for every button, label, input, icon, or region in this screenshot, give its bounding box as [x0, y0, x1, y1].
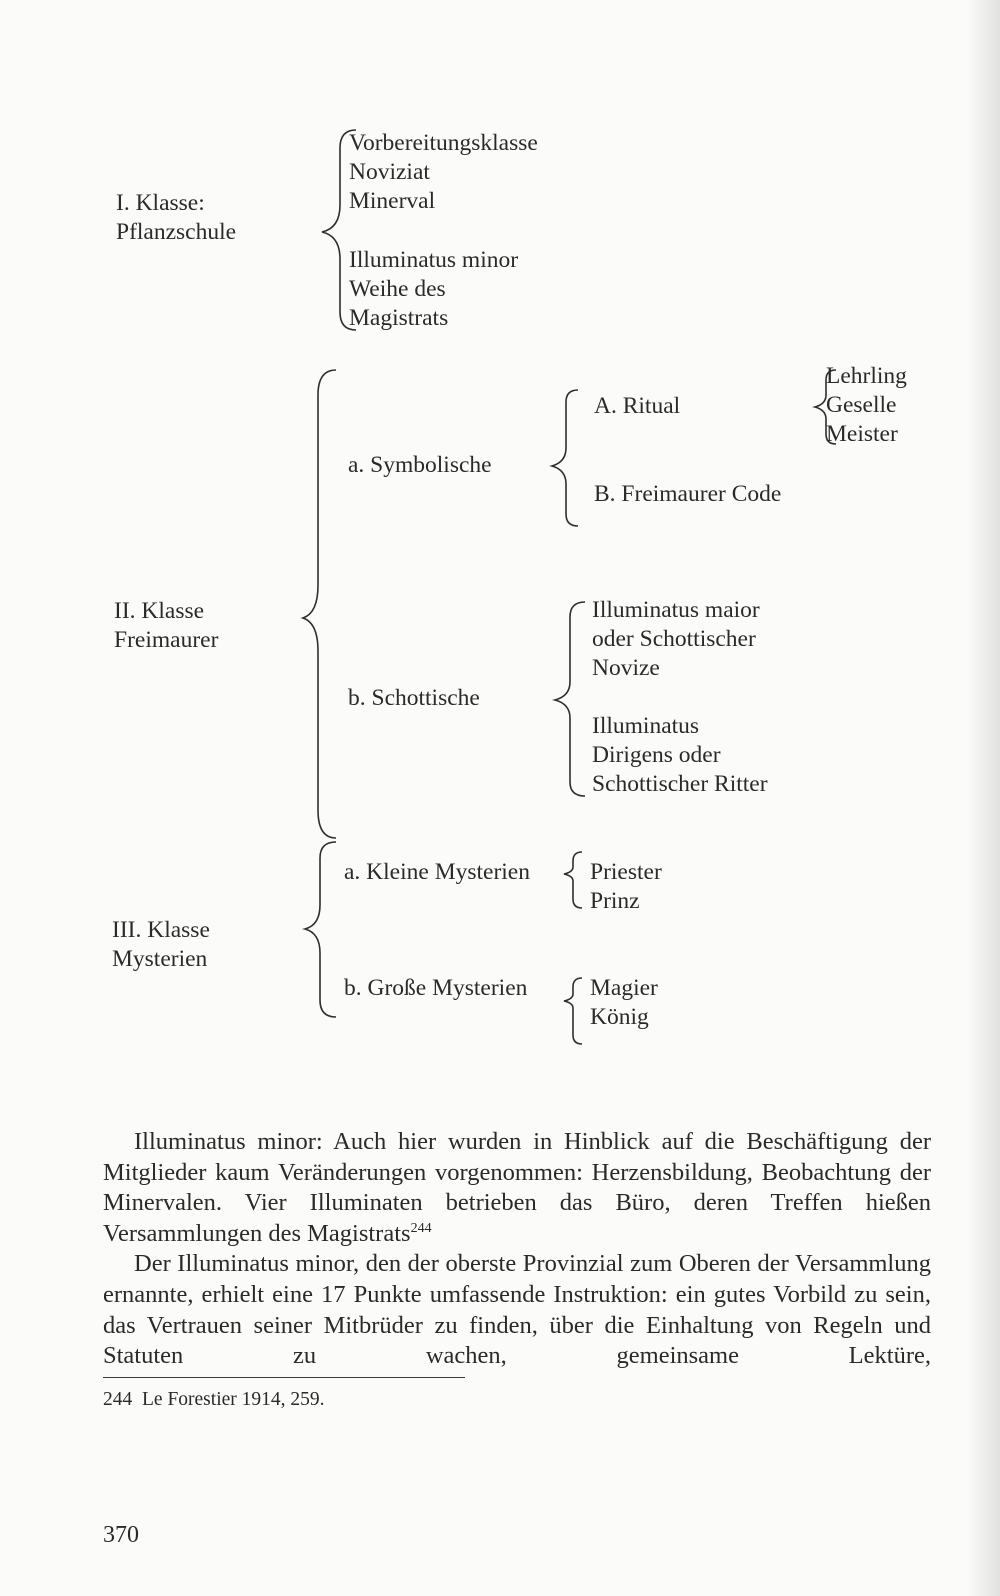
grade-prinz: Prinz [590, 888, 640, 914]
grade-illuminatus-minor: Illuminatus minor [349, 247, 519, 273]
grade-schottischer-ritter: Schottischer Ritter [592, 771, 768, 797]
ritual-label: A. Ritual [594, 393, 681, 419]
footnote-reference-244[interactable]: 244 [410, 1220, 432, 1236]
brace-class2 [303, 370, 336, 838]
grade-magier: Magier [590, 975, 658, 1001]
class2-label-line1: II. Klasse [114, 598, 205, 624]
footnote-number: 244 [103, 1389, 133, 1410]
symbolische-label: a. Symbolische [348, 452, 492, 478]
grade-noviziat: Noviziat [349, 159, 430, 185]
brace-grosse [564, 978, 582, 1044]
freimaurer-code-label: B. Freimaurer Code [594, 481, 782, 507]
grade-minerval: Minerval [349, 188, 436, 214]
kleine-mysterien-label: a. Kleine Mysterien [344, 859, 530, 885]
footnote [103, 1389, 325, 1411]
grade-weihe-des: Weihe des [349, 276, 446, 302]
grosse-mysterien-label: b. Große Mysterien [344, 975, 528, 1001]
body-paragraph-1 [103, 1127, 931, 1249]
grade-geselle: Geselle [826, 392, 897, 418]
brace-kleine [564, 852, 582, 908]
body-paragraph-2: Der Illuminatus minor, den der oberste Provinzial zum Oberen der Versammlung ernannte, erhielt eine 17 Punkte umfassende Instruktion: ein gutes Vorbild zu sein, das Vertrauen seiner Mitbrüder zu finden, über die Einhaltung von Regeln und Statuten zu wachen, gemeinsame Lektüre, [103, 1250, 931, 1370]
grade-novize: Novize [592, 655, 660, 681]
body-text [103, 1127, 931, 1372]
paragraph-1-text: Illuminatus minor: Auch hier wurden in Hinblick auf die Beschäftigung der Mitglieder kaum Veränderungen vorgenommen: Herzensbildung, Beobachtung der Minervalen. Vier Illuminaten betrieben das Büro, deren Treffen hießen Versammlungen des Magistrats [103, 1128, 931, 1247]
page-number: 370 [103, 1522, 139, 1548]
class2-label-line2: Freimaurer [114, 627, 219, 653]
class3-label-line1: III. Klasse [112, 917, 210, 943]
brace-class3 [305, 842, 336, 1017]
class1-label-line1: I. Klasse: [116, 190, 205, 216]
footnote-rule [103, 1377, 465, 1378]
grade-illuminatus-maior: Illuminatus maior [592, 597, 760, 623]
footnote-text: Le Forestier 1914, 259. [142, 1389, 325, 1410]
grade-meister: Meister [826, 421, 898, 447]
class1-label-line2: Pflanzschule [116, 219, 237, 245]
schottische-label: b. Schottische [348, 685, 480, 711]
grade-illuminatus: Illuminatus [592, 713, 700, 739]
grade-dirigens-oder: Dirigens oder [592, 742, 721, 768]
grade-vorbereitungsklasse: Vorbereitungsklasse [349, 130, 538, 156]
grade-lehrling: Lehrling [826, 363, 907, 389]
grade-oder-schottischer: oder Schottischer [592, 626, 756, 652]
grade-koenig: König [590, 1004, 649, 1030]
brace-schottisch [555, 602, 585, 796]
class3-label-line2: Mysterien [112, 946, 208, 972]
brace-symbolisch [552, 390, 578, 526]
grade-magistrats: Magistrats [349, 305, 449, 331]
grade-priester: Priester [590, 859, 662, 885]
